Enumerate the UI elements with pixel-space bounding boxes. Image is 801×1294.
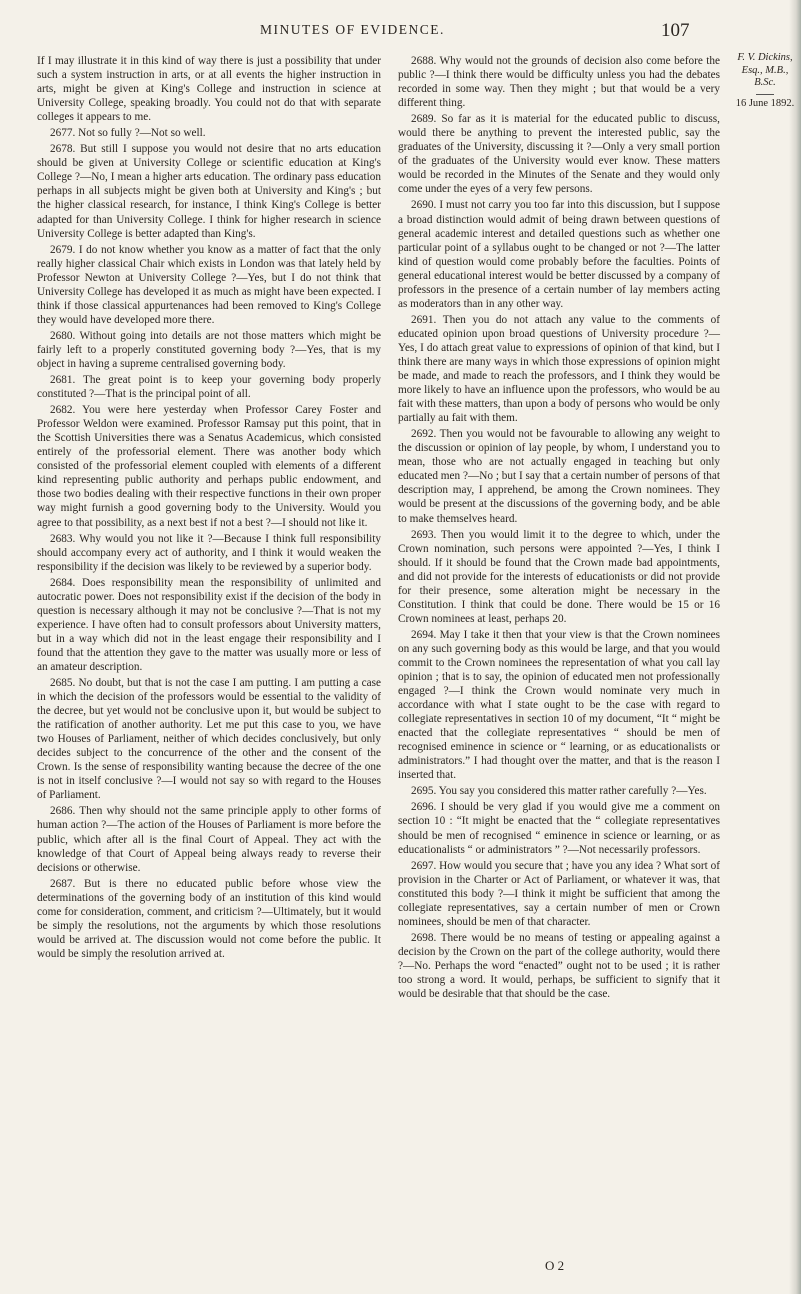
paragraph: 2681. The great point is to keep your governing body properly constituted ?—That is the principal point of all. — [37, 374, 381, 401]
paragraph: 2678. But still I suppose you would not desire that no arts education should be given at University College or scientific education at King's College ?—No, I mean a higher arts education. The ordinary pass education perhaps in all subjects might be given both at University and King's ; but the higher classical research, for instance, I think King's College is better adapted for than University College. I think for higher research in science University College is better adapted than King's. — [37, 143, 381, 240]
paragraph: 2686. Then why should not the same principle apply to other forms of human action ?—The action of the Houses of Parliament is more before the public, which after all is the final Court of Appeal. They act with the knowledge of that Court of Appeal being always ready to reverse their decisions or otherwise. — [37, 805, 381, 874]
witness-qualification: Esq., M.B., — [741, 64, 789, 76]
paragraph: If I may illustrate it in this kind of way there is just a possibility that under such a system instruction in arts, or at all events the higher instruction in arts, might be given at King's College and instruction in science at University College, speaking broadly. You could not do that with separate colleges it appears to me. — [37, 55, 381, 124]
paragraph: 2682. You were here yesterday when Professor Carey Foster and Professor Weldon were examined. Professor Ramsay put this point, that in the Scottish Universities there was a Senatus Academicus, which consisted entirely of the professorial element. There was another body which consisted of the professorial element coupled with elements of a different kind representing public authority and perhaps public endowment, and those two bodies dealing with their respective functions in their own proper way might furnish a good governing body to the University. Would you agree to that possibility, as a next best if not a best ?—I should not like it. — [37, 404, 381, 529]
left-column — [37, 54, 381, 963]
paragraph: 2697. How would you secure that ; have you any idea ? What sort of provision in the Charter or Act of Parliament, or whatever it was, that constituted this body ?—I think it might be sufficient that among the collegiate representatives, say a certain number of men or Crown nominees, should be men of that character. — [398, 859, 720, 928]
witness-date: 16 June 1892. — [735, 97, 795, 109]
paragraph: 2692. Then you would not be favourable to allowing any weight to the discussion or opinion of lay people, by whom, I understand you to mean, those who are not actually engaged in teaching but only educated men ?—No ; but I say that a certain number of persons of that description may, I apprehend, be among the Crown nominees. They would be present at the discussions of the governing body, and be able to make themselves heard. — [398, 428, 720, 525]
witness-name: F. V. Dickins, — [737, 52, 793, 63]
margin-divider — [756, 94, 774, 95]
paragraph: 2677. Not so fully ?—Not so well. — [50, 127, 206, 140]
paragraph: 2698. There would be no means of testing or appealing against a decision by the Crown on the part of the college authority, would there ?—No. Perhaps the word “enacted” ought not to be used ; it is rather too strong a word. It would, perhaps, be sufficient to signify that it would be desirable that that should be the case. — [398, 931, 720, 1001]
paragraph: 2691. Then you do not attach any value to the comments of educated opinion upon broad questions of University procedure ?—Yes, I do attach great value to expressions of opinion of that kind, but I think there are many ways in which those expressions of opinion might be made, and made to reach the professors, and I think they would be more likely to have an influence upon the professors, who would be au fait with these matters, than upon a body of persons who would be only partially au fait with them. — [398, 313, 720, 425]
page-number: 107 — [661, 20, 690, 41]
paragraph: 2683. Why would you not like it ?—Because I think full responsibility should accompany every act of authority, and I think it would weaken the responsibility if the decision was likely to be reviewed by a superior body. — [37, 532, 381, 573]
paragraph: 2688. Why would not the grounds of decision also come before the public ?—I think there would be difficulty unless you had the debates recorded in some way. Then they might ; but that would be a very different thing. — [398, 55, 720, 110]
paragraph: 2685. No doubt, but that is not the case I am putting. I am putting a case in which the decision of the professors would be essential to the validity of the decree, but yet would not be conclusive upon it, but would be subject to the ratification of another authority. Let me put this case to you, we have two Houses of Parliament, neither of which decides conclusively, but only decides subject to the concurrence of the other and the consent of the Crown. Is the sense of responsibility wanting because the decree of the one is not in itself conclusive ?—I would not say so with regard to the Houses of Parliament. — [37, 677, 381, 802]
paragraph: 2695. You say you considered this matter rather carefully ?—Yes. — [411, 785, 707, 798]
witness-margin-note — [732, 52, 798, 110]
paragraph: 2679. I do not know whether you know as a matter of fact that the only really higher classical Chair which exists in London was that lately held by Professor Newton at University College ?—Yes, but I do not think that University College has developed it as much as might have been expected. I think if those classical appurtenances had been removed to King's College they would have developed more there. — [37, 243, 381, 326]
running-header — [0, 20, 801, 48]
paragraph: 2689. So far as it is material for the educated public to discuss, would there be anything to prevent the interested public, say the graduates of the University, discussing it ?—Only a very small portion of the graduates of the University would ever know. These matters would be recorded in the Minutes of the Senate and they would only come under the eyes of a very few persons. — [398, 113, 720, 196]
paragraph: 2690. I must not carry you too far into this discussion, but I suppose a broad distinction would admit of being drawn between questions of general academic interest and detailed questions such as whether one particular point of a syllabus ought to be changed or not ?—The latter kind of question would come probably before the faculties. Points of general educational interest would be better discussed by a company of professors in the presence of a certain number of lay members acting as moderators than in any other way. — [398, 199, 720, 310]
signature-mark: O 2 — [545, 1258, 565, 1273]
witness-qualification-2: B.Sc. — [754, 77, 776, 88]
header-title: MINUTES OF EVIDENCE. — [260, 22, 445, 37]
paragraph: 2696. I should be very glad if you would give me a comment on section 10 : “It might be enacted that the “ collegiate representatives should be men of recognised “ eminence in science or learning, or as educationalists “ or administrators ” ?—Not necessarily professors. — [398, 801, 720, 856]
paragraph: 2693. Then you would limit it to the degree to which, under the Crown nomination, such persons were appointed ?—Yes, I think I should. If it should be found that the Crown made bad appointments, and did not provide for the interests of educationists or did not provide for their presence, some alteration might be necessary in the Constitution. I think that could be done. There would be 15 or 16 Crown nominees at least, perhaps 20. — [398, 528, 720, 625]
paragraph: 2680. Without going into details are not those matters which might be fairly left to a properly constituted governing body ?—Yes, that is my object in having a supreme centralised governing body. — [37, 329, 381, 370]
paragraph: 2687. But is there no educated public before whose view the determinations of the governing body of an institution of this kind would come for consideration, comment, and criticism ?—Ultimately, but it would be simply the resolutions, not the arguments by which those resolutions would be arrived at. The discussion would not come before the public. It would be simply the resolution arrived at. — [37, 877, 381, 960]
paragraph: 2684. Does responsibility mean the responsibility of unlimited and autocratic power. Does not responsibility exist if the decision of the body in question is necessary although it may not be conclusive ?—That is not my experience. I have often had to consult professors about University matters, but in a way which did not in the least engage their responsibility and I found that the attention they gave to the matter was usually more or less of an amateur description. — [37, 576, 381, 673]
page-edge-shadow — [789, 0, 801, 1294]
paragraph: 2694. May I take it then that your view is that the Crown nominees on any such governing body as this would be large, and that you would commit to the Crown nominees the representation of what you call lay opinion ; that is to say, the opinion of educated men not professionally engaged ?—I think the Crown would nominate very much in accordance with what I state ought to be the case with regard to collegiate representatives in section 10 of my document, “It “ might be enacted that the collegiate representatives “ should be men of recognised eminence in science or “ learning, or as educationalists or administrators.” I had thought over the matter, and that is the reason I inserted that. — [398, 628, 720, 782]
right-column — [398, 54, 720, 1003]
